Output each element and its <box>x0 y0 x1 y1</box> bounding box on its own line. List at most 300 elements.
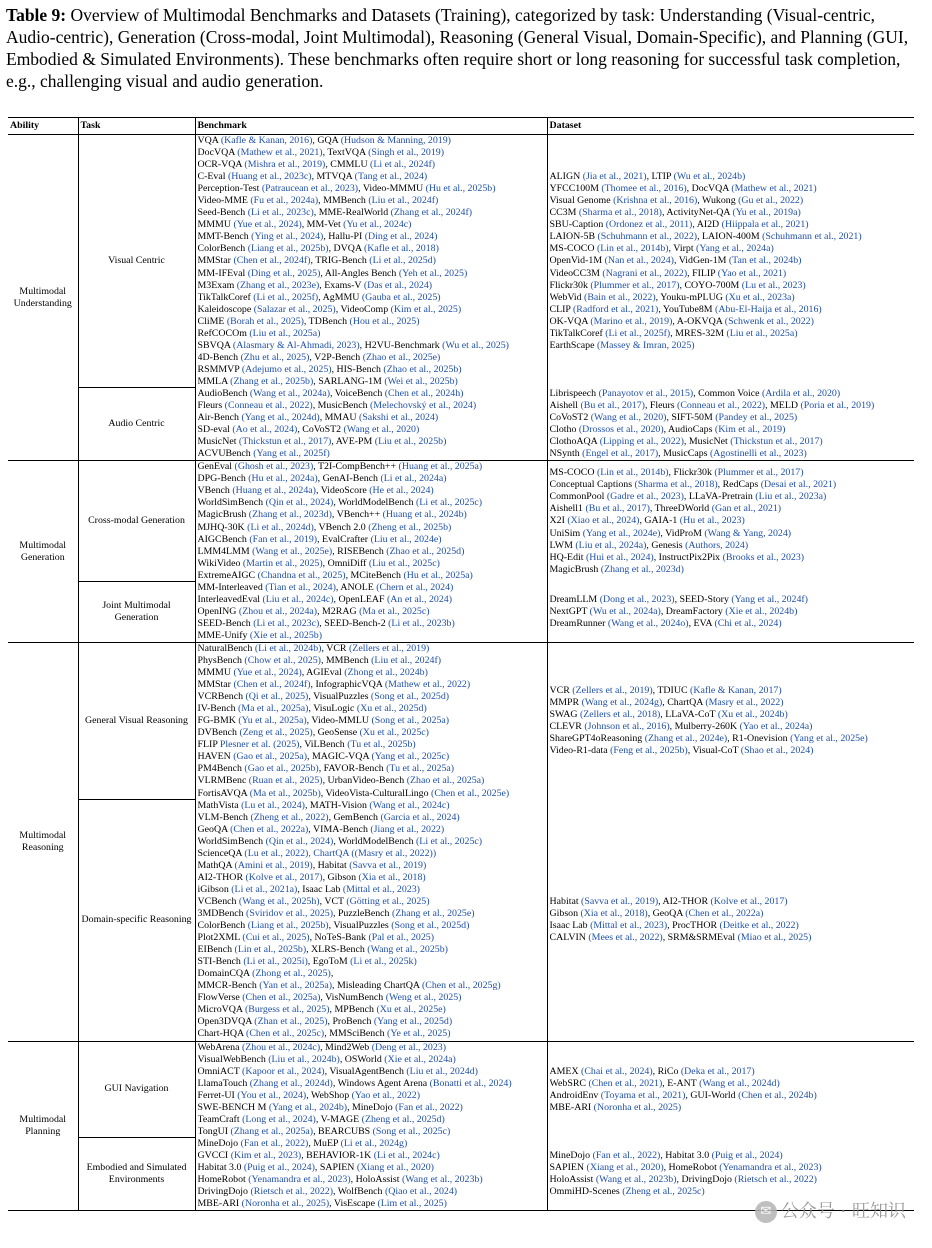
citation-link[interactable]: (Zhou et al., 2024a) <box>238 605 318 617</box>
citation-link[interactable]: (Zellers et al., 2019) <box>349 642 430 654</box>
citation-link[interactable]: (Fu et al., 2024a) <box>250 195 319 207</box>
citation-link[interactable]: (Liang et al., 2025b) <box>247 243 329 255</box>
citation-link[interactable]: (Rietsch et al., 2022) <box>250 1186 333 1198</box>
citation-link[interactable]: (Yu et al., 2024c) <box>343 219 412 231</box>
citation-link[interactable]: (Sharma et al., 2018) <box>578 207 662 219</box>
citation-link[interactable]: (Yu et al., 2019a) <box>732 207 801 219</box>
citation-link[interactable]: (Li et al., 2025c) <box>416 497 483 509</box>
citation-link[interactable]: (Zhang et al., 2024e) <box>644 733 728 745</box>
citation-link[interactable]: (Song et al., 2025d) <box>370 691 450 703</box>
citation-link[interactable]: (Song et al., 2025a) <box>371 715 450 727</box>
citation-link[interactable]: (Chai et al., 2024) <box>581 1065 653 1077</box>
citation-link[interactable]: (Bu et al., 2017) <box>580 400 645 412</box>
citation-link[interactable]: (Liu et al., 2024f) <box>368 195 439 207</box>
citation-link[interactable]: (You et al., 2024) <box>237 1089 307 1101</box>
citation-link[interactable]: (Hudson & Manning, 2019) <box>340 135 451 146</box>
citation-link[interactable]: (Singh et al., 2019) <box>368 147 445 159</box>
citation-link[interactable]: (Noronha et al., 2025) <box>241 1198 330 1210</box>
citation-link[interactable]: (Wu et al., 2024a) <box>589 605 661 617</box>
citation-link[interactable]: (Mittal et al., 2023) <box>590 920 668 932</box>
citation-link[interactable]: (Zhang et al., 2025a) <box>230 1125 314 1137</box>
citation-link[interactable]: (Li et al., 2023c) <box>247 207 314 219</box>
citation-link[interactable]: (Agostinelli et al., 2023) <box>709 448 807 460</box>
citation-link[interactable]: (Chandna et al., 2025) <box>257 569 346 581</box>
citation-link[interactable]: (Lin et al., 2014b) <box>596 243 669 255</box>
citation-link[interactable]: (Lu et al., 2024) <box>241 799 305 811</box>
citation-link[interactable]: (Wang et al., 2024c) <box>369 799 450 811</box>
citation-link[interactable]: (Yue et al., 2024) <box>233 219 302 231</box>
citation-link[interactable]: (Zhang et al., 2023d) <box>248 509 332 521</box>
citation-link[interactable]: (Authors, 2024) <box>685 539 749 551</box>
citation-link[interactable]: (He et al., 2024) <box>369 485 434 497</box>
citation-link[interactable]: (Radford et al., 2021) <box>573 303 659 315</box>
citation-link[interactable]: (Gu et al., 2022) <box>738 195 804 207</box>
dataset-name: , ActivityNet-QA <box>661 207 733 219</box>
citation-link[interactable]: (Chen et al., 2022a) <box>685 908 764 919</box>
citation-link[interactable]: (Zhao et al., 2025d) <box>386 545 465 557</box>
citation-link[interactable]: (Liang et al., 2025b) <box>247 920 329 932</box>
citation-link[interactable]: (Yenamandra et al., 2023) <box>248 1174 351 1186</box>
citation-link[interactable]: (Chen et al., 2025e) <box>431 787 510 799</box>
benchmark-line <box>198 243 545 255</box>
citation-link[interactable]: (Li et al., 2025f) <box>605 327 671 339</box>
citation-link[interactable]: (Yao et al., 2022) <box>351 1089 420 1101</box>
citation-link[interactable]: (Yue et al., 2024) <box>233 667 302 679</box>
citation-link[interactable]: (Alasmary & Al-Ahmadi, 2023) <box>232 339 360 351</box>
citation-link[interactable]: (Zhao et al., 2025e) <box>362 351 441 363</box>
citation-link[interactable]: (Liu et al., 2024a) <box>575 539 647 551</box>
citation-link[interactable]: (Chen et al., 2025a) <box>242 992 321 1004</box>
citation-link[interactable]: (Yang et al., 2024a) <box>696 243 774 255</box>
citation-link[interactable]: (Borah et al., 2025) <box>226 315 304 327</box>
citation-link[interactable]: (Yu et al., 2025a) <box>238 715 307 727</box>
benchmark-name: , MTVQA <box>311 171 355 183</box>
citation-link[interactable]: (Wang et al., 2025h) <box>238 895 320 907</box>
benchmark-line <box>198 1150 545 1162</box>
citation-link[interactable]: (Martin et al., 2025) <box>242 557 323 569</box>
citation-link[interactable]: (Noronha et al., 2025) <box>593 1101 682 1113</box>
citation-link[interactable]: (Gao et al., 2025b) <box>244 763 319 775</box>
citation-link[interactable]: (Gao et al., 2025a) <box>233 751 308 763</box>
citation-link[interactable]: (Miao et al., 2025) <box>737 932 812 944</box>
citation-link[interactable]: (Adejumo et al., 2025) <box>241 363 332 375</box>
citation-link[interactable]: (Yang et al., 2025e) <box>790 733 868 745</box>
citation-link[interactable]: (Sviridov et al., 2025) <box>246 908 333 919</box>
citation-link[interactable]: (Huang et al., 2025a) <box>398 461 483 473</box>
dataset-line <box>550 503 913 515</box>
citation-link[interactable]: (Song et al., 2025d) <box>391 920 470 932</box>
citation-link[interactable]: (Fan et al., 2019) <box>249 533 318 545</box>
citation-link[interactable]: (Lipping et al., 2022) <box>599 436 684 448</box>
citation-link[interactable]: (Gadre et al., 2023) <box>606 491 684 503</box>
citation-link[interactable]: (Xu et al., 2025e) <box>376 1004 446 1016</box>
citation-link[interactable]: (Yang et al., 2024e) <box>582 527 661 539</box>
citation-link[interactable]: (Zhang et al., 2024d) <box>249 1077 333 1089</box>
benchmark-name: , GenAI-Bench <box>317 473 381 485</box>
citation-link[interactable]: (Fan et al., 2022) <box>240 1137 309 1149</box>
citation-link[interactable]: (Pal et al., 2025) <box>368 932 434 944</box>
citation-link[interactable]: (Drossos et al., 2020) <box>578 424 664 436</box>
citation-link[interactable]: (Li et al., 2023c) <box>253 617 320 629</box>
citation-link[interactable]: (Zhao et al., 2025a) <box>406 775 485 787</box>
citation-link[interactable]: (Mathew et al., 2022) <box>384 679 471 691</box>
citation-link[interactable]: (Ying et al., 2024) <box>251 231 324 243</box>
citation-link[interactable]: (Ordonez et al., 2011) <box>605 219 693 231</box>
citation-link[interactable]: (Deitke et al., 2022) <box>719 920 799 932</box>
dataset-name: CLEVR <box>549 721 585 733</box>
dataset-name: VCR <box>549 685 573 697</box>
citation-link[interactable]: (Kapoor et al., 2024) <box>242 1065 325 1077</box>
citation-link[interactable]: (Li et al., 2023b) <box>388 617 455 629</box>
benchmark-name: , MusicBench <box>312 400 371 412</box>
citation-link[interactable]: (Yao et al., 2021) <box>717 267 787 279</box>
citation-link[interactable]: (Thickstun et al., 2017) <box>730 436 823 448</box>
citation-link[interactable]: (Zhan et al., 2025) <box>254 1016 328 1028</box>
citation-link[interactable]: (Conneau et al., 2022) <box>677 400 766 412</box>
citation-link[interactable]: (Ding et al., 2024) <box>364 231 438 243</box>
citation-link[interactable]: (Zellers et al., 2019) <box>572 685 653 697</box>
citation-link[interactable]: (Lin et al., 2025b) <box>234 944 307 956</box>
citation-link[interactable]: (Liu et al., 2024e) <box>370 533 442 545</box>
citation-link[interactable]: (Burgess et al., 2025) <box>244 1004 330 1016</box>
citation-link[interactable]: (Krishna et al., 2016) <box>613 195 698 207</box>
citation-link[interactable]: (Liu et al., 2023a) <box>755 491 827 503</box>
citation-link[interactable]: (Wang et al., 2024a) <box>249 387 330 399</box>
citation-link[interactable]: (Abu-El-Haija et al., 2016) <box>715 303 822 315</box>
citation-link[interactable]: (Götting et al., 2025) <box>346 895 430 907</box>
citation-link[interactable]: (Chen et al., 2024f) <box>233 255 311 267</box>
citation-link[interactable]: (Xia et al., 2018) <box>580 908 648 919</box>
citation-link[interactable]: (Huang et al., 2024a) <box>232 485 316 497</box>
citation-link[interactable]: (Garcia et al., 2024) <box>380 811 460 823</box>
citation-link[interactable]: (Tian et al., 2024) <box>265 581 336 593</box>
citation-link[interactable]: (Xiang et al., 2020) <box>356 1161 434 1173</box>
citation-link[interactable]: (Weng et al., 2025) <box>385 992 462 1004</box>
citation-link[interactable]: (Zhang et al., 2024f) <box>390 207 473 219</box>
citation-link[interactable]: (Zhong et al., 2024b) <box>344 667 428 679</box>
dataset-name: , Mulberry-260K <box>669 721 740 733</box>
citation-link[interactable]: (Wang et al., 2024d) <box>699 1077 780 1089</box>
citation-link[interactable]: (Zhou et al., 2024c) <box>241 1041 321 1053</box>
citation-link[interactable]: (Qiao et al., 2024) <box>384 1186 458 1198</box>
citation-link[interactable]: (Xie et al., 2025b) <box>249 629 323 641</box>
citation-link[interactable]: (Xie et al., 2024a) <box>384 1053 456 1065</box>
citation-link[interactable]: (Wang & Yang, 2024) <box>704 527 792 539</box>
citation-link[interactable]: (Yang et al., 2024f) <box>731 593 808 605</box>
citation-link[interactable]: (Schuhmann et al., 2021) <box>762 231 862 243</box>
citation-link[interactable]: (Liu et al., 2024d) <box>406 1065 478 1077</box>
dataset-name: Aishell <box>549 400 581 412</box>
citation-link[interactable]: (Toyama et al., 2021) <box>600 1089 686 1101</box>
citation-link[interactable]: (Li et al., 2024a) <box>380 473 447 485</box>
citation-link[interactable]: (Yao et al., 2024a) <box>739 721 813 733</box>
citation-link[interactable]: (Chen et al., 2022a) <box>230 823 309 835</box>
benchmark-name: MusicNet <box>197 436 239 448</box>
citation-link[interactable]: (Zhang et al., 2023d) <box>600 563 684 575</box>
citation-link[interactable]: (Savva et al., 2019) <box>349 859 427 871</box>
citation-link[interactable]: (Qin et al., 2024) <box>265 497 334 509</box>
citation-link[interactable]: (Li et al., 2025i) <box>243 956 308 968</box>
citation-link[interactable]: (Li et al., 2024c) <box>373 1149 440 1161</box>
citation-link[interactable]: (Kim et al., 2019) <box>714 424 786 436</box>
citation-link[interactable]: (Wu et al., 2025) <box>442 339 509 351</box>
citation-link[interactable]: (Chen et al., 2024h) <box>384 387 464 399</box>
citation-link[interactable]: (Chow et al., 2025) <box>244 655 321 667</box>
citation-link[interactable]: (Chen et al., 2024b) <box>738 1089 817 1101</box>
citation-link[interactable]: (Deka et al., 2017) <box>680 1065 755 1077</box>
citation-link[interactable]: (Liu et al., 2025c) <box>368 557 440 569</box>
citation-link[interactable]: (Li et al., 2024f) <box>370 159 436 171</box>
citation-link[interactable]: (Kim et al., 2025) <box>390 303 462 315</box>
citation-link[interactable]: (Xiang et al., 2020) <box>586 1161 664 1173</box>
citation-link[interactable]: (Zheng et al., 2025c) <box>622 1186 705 1198</box>
citation-link[interactable]: (Shao et al., 2024) <box>740 745 814 757</box>
citation-link[interactable]: (Chen et al., 2024f) <box>233 679 311 691</box>
citation-link[interactable]: (Liu et al., 2025b) <box>374 436 447 448</box>
citation-link[interactable]: (Thomee et al., 2016) <box>601 183 687 195</box>
citation-link[interactable]: (Liu et al., 2025a) <box>726 327 798 339</box>
citation-link[interactable]: (Yang et al., 2024d) <box>241 412 320 424</box>
citation-link[interactable]: (Wang et al., 2024g) <box>581 697 663 709</box>
citation-link[interactable]: (Zhang et al., 2025b) <box>230 375 314 387</box>
citation-link[interactable]: (Tan et al., 2024b) <box>728 255 802 267</box>
citation-link[interactable]: (Amini et al., 2019) <box>234 859 313 871</box>
citation-link[interactable]: (Li et al., 2025d) <box>369 255 436 267</box>
citation-link[interactable]: (Feng et al., 2025b) <box>610 745 688 757</box>
citation-link[interactable]: (Zhu et al., 2025) <box>240 351 310 363</box>
citation-link[interactable]: (Bu et al., 2017) <box>585 503 650 515</box>
citation-link[interactable]: (Plummer et al., 2017) <box>590 279 680 291</box>
citation-link[interactable]: (Conneau et al., 2022) <box>224 400 313 412</box>
citation-link[interactable]: (Chen et al., 2021) <box>588 1077 663 1089</box>
citation-link[interactable]: (Hiippala et al., 2021) <box>721 219 809 231</box>
citation-link[interactable]: (Ma et al., 2025b) <box>249 787 321 799</box>
citation-link[interactable]: (Chern et al., 2024) <box>376 581 454 593</box>
citation-link[interactable]: (Mathew et al., 2021) <box>731 183 817 195</box>
citation-link[interactable]: (Liu et al., 2025a) <box>249 327 321 339</box>
citation-link[interactable]: (Salazar et al., 2025) <box>253 303 336 315</box>
citation-link[interactable]: (Yang et al., 2024b) <box>268 1101 348 1113</box>
citation-link[interactable]: (Ding et al., 2025) <box>247 267 321 279</box>
citation-link[interactable]: (Nan et al., 2024) <box>604 255 674 267</box>
citation-link[interactable]: (Mittal et al., 2023) <box>342 883 420 895</box>
citation-link[interactable]: (Lin et al., 2014b) <box>596 467 669 479</box>
citation-link[interactable]: (Ruan et al., 2025) <box>248 775 323 787</box>
citation-link[interactable]: (Li et al., 2024b) <box>254 642 322 654</box>
citation-link[interactable]: (Li et al., 2024d) <box>247 521 314 533</box>
citation-link[interactable]: (Hu et al., 2023) <box>679 515 745 527</box>
citation-link[interactable]: (Patraucean et al., 2023) <box>261 183 359 195</box>
citation-link[interactable]: (Ghosh et al., 2023) <box>234 461 314 473</box>
citation-link[interactable]: (Gauba et al., 2025) <box>361 291 441 303</box>
citation-link[interactable]: (Sakshi et al., 2024) <box>358 412 439 424</box>
benchmark-line <box>198 195 545 207</box>
citation-link[interactable]: (Hui et al., 2024) <box>585 551 654 563</box>
citation-link[interactable]: (Yenamandra et al., 2023) <box>719 1161 822 1173</box>
citation-link[interactable]: (Yeh et al., 2025) <box>398 267 468 279</box>
citation-link[interactable]: (Wu et al., 2024b) <box>673 171 746 183</box>
citation-link[interactable]: (Liu et al., 2024b) <box>268 1053 340 1065</box>
citation-link[interactable]: (Gan et al., 2021) <box>711 503 782 515</box>
citation-link[interactable]: (Melechovský et al., 2024) <box>370 400 477 412</box>
benchmark-line <box>198 1004 545 1016</box>
citation-link[interactable]: (Kafle et al., 2018) <box>364 243 439 255</box>
citation-link[interactable]: (Yan et al., 2025a) <box>259 980 332 992</box>
citation-link[interactable]: (Marino et al., 2019) <box>590 315 673 327</box>
citation-link[interactable]: (Bain et al., 2022) <box>584 291 656 303</box>
citation-link[interactable]: (Kim et al., 2023) <box>230 1149 302 1161</box>
citation-link[interactable]: (Mishra et al., 2019) <box>244 159 326 171</box>
citation-link[interactable]: (Thickstun et al., 2017) <box>238 436 332 448</box>
citation-link[interactable]: (Sharma et al., 2018) <box>634 479 718 491</box>
citation-link[interactable]: (Masry et al., 2022) <box>705 697 784 709</box>
citation-link[interactable]: (Hu et al., 2025b) <box>425 183 496 195</box>
citation-link[interactable]: (Qi et al., 2025) <box>245 691 309 703</box>
citation-link[interactable]: (Pandey et al., 2025) <box>715 412 798 424</box>
citation-link[interactable]: (Jiang et al., 2022) <box>370 823 445 835</box>
citation-link[interactable]: (Yang et al., 2025c) <box>371 751 450 763</box>
citation-link[interactable]: (Zhao et al., 2025b) <box>383 363 462 375</box>
citation-link[interactable]: (Xu et al., 2023a) <box>725 291 795 303</box>
citation-link[interactable]: (Chi et al., 2024) <box>714 617 782 629</box>
citation-link[interactable]: (Li et al., 2025f) <box>253 291 319 303</box>
citation-link[interactable]: (Hou et al., 2025) <box>349 315 420 327</box>
citation-link[interactable]: (Ma et al., 2025c) <box>359 605 430 617</box>
citation-link[interactable]: (Wei et al., 2025b) <box>384 375 458 387</box>
citation-link[interactable]: (Tu et al., 2025b) <box>347 739 416 751</box>
citation-link[interactable]: (Bonatti et al., 2024) <box>429 1077 512 1089</box>
citation-link[interactable]: (Huang et al., 2023c) <box>227 171 312 183</box>
benchmark-name: , AgMMU <box>318 291 362 303</box>
citation-link[interactable]: (Li et al., 2021a) <box>231 883 298 895</box>
citation-link[interactable]: (Wang et al., 2020) <box>343 424 420 436</box>
citation-link[interactable]: (Poria et al., 2019) <box>800 400 875 412</box>
citation-link[interactable]: (Li et al., 2025c) <box>416 835 483 847</box>
citation-link[interactable]: (Massey & Imran, 2025) <box>596 339 695 351</box>
citation-link[interactable]: (Lim et al., 2025) <box>377 1198 447 1210</box>
citation-link[interactable]: (Zeng et al., 2025) <box>239 727 313 739</box>
citation-link[interactable]: (Xu et al., 2025d) <box>356 703 427 715</box>
benchmark-line <box>198 159 545 171</box>
citation-link[interactable]: (Xia et al., 2018) <box>358 871 426 883</box>
citation-link[interactable]: (Xu et al., 2024b) <box>717 709 788 721</box>
citation-link[interactable]: (Xiao et al., 2024) <box>567 515 640 527</box>
citation-link[interactable]: (Mathew et al., 2021) <box>237 147 323 159</box>
citation-link[interactable]: (Ao et al., 2024) <box>232 424 298 436</box>
citation-link[interactable]: (Brooks et al., 2023) <box>722 551 805 563</box>
citation-link[interactable]: (Wang et al., 2025e) <box>252 545 333 557</box>
citation-link[interactable]: (Deng et al., 2023) <box>371 1041 447 1053</box>
citation-link[interactable]: (Cui et al., 2025) <box>242 932 310 944</box>
citation-link[interactable]: (Ma et al., 2025a) <box>238 703 309 715</box>
citation-link[interactable]: (Hu et al., 2024a) <box>248 473 318 485</box>
citation-link[interactable]: (Wang et al., 2020) <box>590 412 667 424</box>
citation-link[interactable]: (Zhang et al., 2025e) <box>391 908 475 919</box>
citation-link[interactable]: (Fan et al., 2022) <box>592 1149 661 1161</box>
citation-link[interactable]: (Wang et al., 2024o) <box>607 617 689 629</box>
citation-link[interactable]: (Dong et al., 2023) <box>599 593 675 605</box>
citation-link[interactable]: (Schuhmann et al., 2022) <box>597 231 698 243</box>
citation-link[interactable]: (Johnson et al., 2016) <box>584 721 670 733</box>
citation-link[interactable]: (Yang et al., 2025d) <box>373 1016 453 1028</box>
benchmark-name: MineDojo <box>197 1137 241 1149</box>
citation-link[interactable]: (Long et al., 2024) <box>242 1113 316 1125</box>
dataset-line <box>550 436 913 448</box>
citation-link[interactable]: (Ye et al., 2025) <box>387 1028 451 1040</box>
citation-link[interactable]: (Hu et al., 2025a) <box>403 569 473 581</box>
citation-link[interactable]: (Rietsch et al., 2022) <box>734 1174 817 1186</box>
citation-link[interactable]: (Wang et al., 2023b) <box>595 1174 677 1186</box>
citation-link[interactable]: (Mees et al., 2022) <box>588 932 663 944</box>
citation-link[interactable]: (Zellers et al., 2018) <box>579 709 661 721</box>
citation-link[interactable]: Plesner et al. (2025) <box>219 739 300 751</box>
citation-link[interactable]: (Plummer et al., 2017) <box>714 467 804 479</box>
citation-link[interactable]: , ChartQA ((Masry et al., 2022)) <box>308 847 437 859</box>
citation-link[interactable]: (Puig et al., 2024) <box>243 1161 315 1173</box>
citation-link[interactable]: (Liu et al., 2024c) <box>262 593 334 605</box>
citation-link[interactable]: (Yang et al., 2025f) <box>253 448 330 460</box>
citation-link[interactable]: (Li et al., 2025k) <box>350 956 417 968</box>
citation-link[interactable]: (Zheng et al., 2025d) <box>361 1113 445 1125</box>
citation-link[interactable]: (Desai et al., 2021) <box>760 479 837 491</box>
benchmark-name: VLRMBenc <box>197 775 249 787</box>
citation-link[interactable]: (Schwenk et al., 2022) <box>724 315 814 327</box>
citation-link[interactable]: (Ardila et al., 2020) <box>761 387 841 399</box>
benchmark-name: , VBench++ <box>331 509 383 521</box>
citation-link[interactable]: (Puig et al., 2024) <box>711 1149 783 1161</box>
dataset-name: MS-COCO <box>549 243 597 255</box>
citation-link[interactable]: (Lu et al., 2023) <box>741 279 806 291</box>
table-row <box>8 1041 914 1138</box>
citation-link[interactable]: (Wang et al., 2023b) <box>401 1174 483 1186</box>
citation-link[interactable]: (Li et al., 2024g) <box>340 1137 408 1149</box>
citation-link[interactable]: (Das et al., 2024) <box>363 279 433 291</box>
citation-link[interactable]: (Jia et al., 2021) <box>582 171 647 183</box>
citation-link[interactable]: (Kolve et al., 2017) <box>245 871 323 883</box>
citation-link[interactable]: (Chen et al., 2025g) <box>421 980 501 992</box>
citation-link[interactable]: (Fan et al., 2022) <box>395 1101 463 1113</box>
citation-link[interactable]: (Zhang et al., 2023e) <box>236 279 320 291</box>
benchmark-name: , Isaac Lab <box>297 883 343 895</box>
citation-link[interactable]: (Xu et al., 2025c) <box>359 727 429 739</box>
citation-link[interactable]: (Huang et al., 2024b) <box>382 509 467 521</box>
citation-link[interactable]: (Qin et al., 2024) <box>265 835 334 847</box>
dataset-line <box>550 540 913 552</box>
citation-link[interactable]: (Xie et al., 2024b) <box>725 605 798 617</box>
citation-link[interactable]: (Zhong et al., 2025) <box>252 968 331 980</box>
citation-link[interactable]: (Nagrani et al., 2022) <box>602 267 688 279</box>
benchmark-line <box>198 956 545 968</box>
citation-link[interactable]: (Kafle & Kanan, 2017) <box>690 685 782 697</box>
citation-link[interactable]: (Engel et al., 2017) <box>582 448 659 460</box>
citation-link[interactable]: (Song et al., 2025c) <box>372 1125 451 1137</box>
citation-link[interactable]: (Zheng et al., 2025b) <box>368 521 452 533</box>
citation-link[interactable]: (Tu et al., 2025a) <box>386 763 455 775</box>
citation-link[interactable]: (Panayotov et al., 2015) <box>598 387 694 399</box>
citation-link[interactable]: (Tang et al., 2024) <box>354 171 428 183</box>
citation-link[interactable]: (Kolve et al., 2017) <box>710 895 788 907</box>
citation-link[interactable]: (Kafle & Kanan, 2016) <box>220 135 313 146</box>
citation-link[interactable]: (Wang et al., 2025b) <box>367 944 448 956</box>
benchmark-line <box>198 1138 545 1150</box>
citation-link[interactable]: (Savva et al., 2019) <box>581 895 659 907</box>
dataset-name: YFCC100M <box>549 183 602 195</box>
citation-link[interactable]: (Liu et al., 2024f) <box>371 655 442 667</box>
citation-link[interactable]: (An et al., 2024) <box>387 593 452 605</box>
citation-link[interactable]: (Lu et al., 2022) <box>244 847 309 859</box>
citation-link[interactable]: (Zheng et al., 2022) <box>250 811 329 823</box>
citation-link[interactable]: (Chen et al., 2025c) <box>246 1028 325 1040</box>
